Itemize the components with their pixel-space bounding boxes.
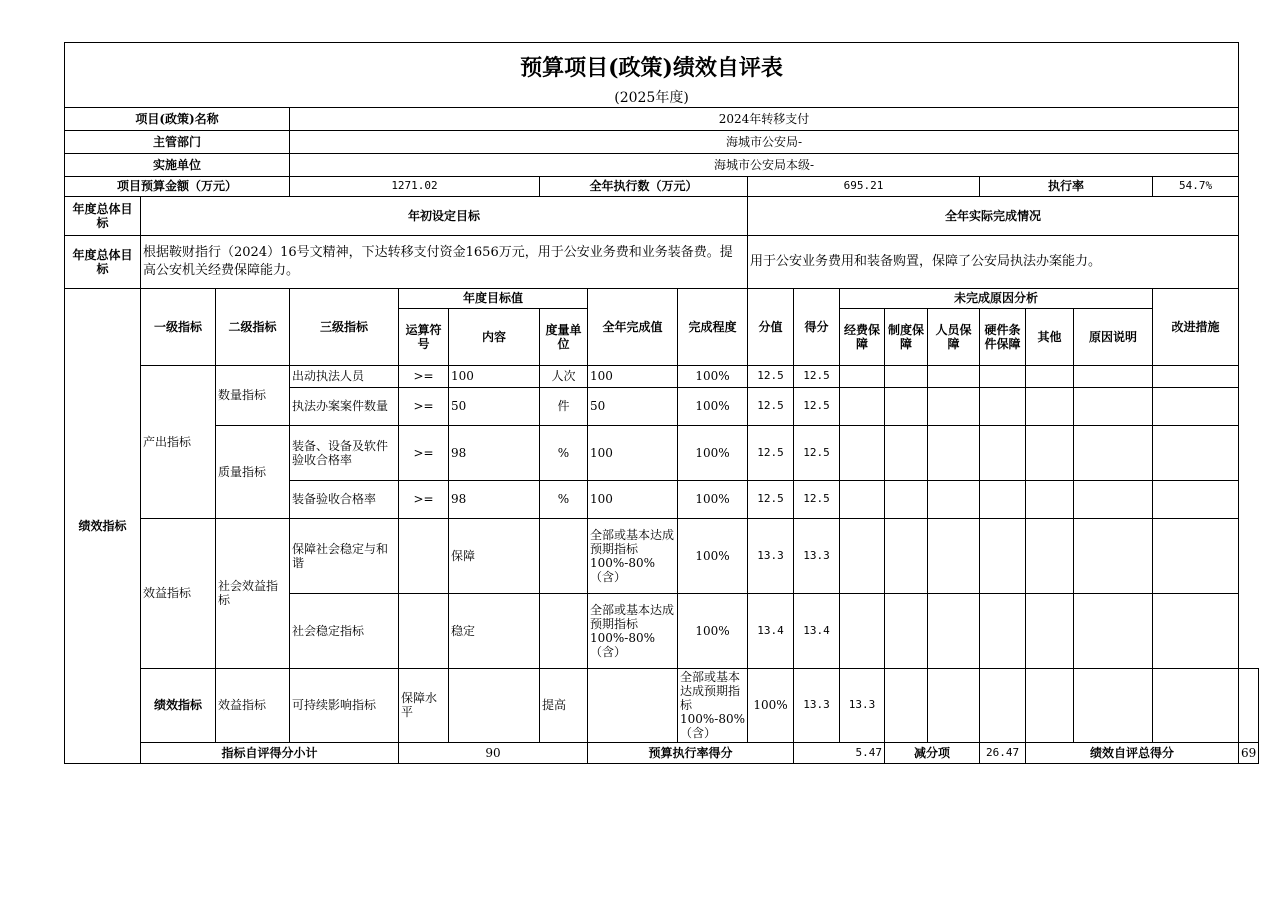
dept-label: 主管部门 — [65, 130, 290, 153]
page-title: 预算项目(政策)绩效自评表 — [520, 54, 783, 81]
header-score-max: 分值 — [748, 288, 794, 365]
row-degree: 100% — [678, 365, 748, 387]
header-unit: 度量单位 — [540, 308, 588, 365]
year-label: (2025年度) — [65, 89, 1239, 108]
evaluation-sheet — [64, 42, 1259, 764]
row-max: 13.3 — [794, 668, 840, 742]
subtotal-label: 指标自评得分小计 — [141, 742, 399, 763]
exec-value: 695.21 — [748, 176, 980, 196]
row-content: 98 — [449, 480, 540, 518]
row-score: 12.5 — [794, 365, 840, 387]
budget-value: 1271.02 — [290, 176, 540, 196]
row-unit: 人次 — [540, 365, 588, 387]
header-lvl2: 二级指标 — [216, 288, 290, 365]
deduct-value: 26.47 — [980, 742, 1026, 763]
row-actual: 100 — [588, 365, 678, 387]
row-max: 12.5 — [748, 480, 794, 518]
row-degree: 100% — [678, 593, 748, 668]
unit-label: 实施单位 — [65, 153, 290, 176]
row-degree: 100% — [678, 387, 748, 425]
row-unit: 件 — [540, 387, 588, 425]
row-content: 50 — [449, 387, 540, 425]
row-max: 12.5 — [748, 425, 794, 480]
row-name: 装备、设备及软件验收合格率 — [290, 425, 399, 480]
row-content: 提高 — [540, 668, 588, 742]
row-unit — [588, 668, 678, 742]
budget-label: 项目预算金额（万元） — [65, 176, 290, 196]
group-quantity: 数量指标 — [216, 365, 290, 425]
goals-actual-header: 全年实际完成情况 — [748, 196, 1239, 235]
row-name: 保障水平 — [399, 668, 449, 742]
header-actual: 全年完成值 — [588, 288, 678, 365]
row-content: 98 — [449, 425, 540, 480]
header-degree: 完成程度 — [678, 288, 748, 365]
group-output: 产出指标 — [141, 365, 216, 518]
header-r3: 人员保障 — [928, 308, 980, 365]
header-r2: 制度保障 — [885, 308, 928, 365]
perf-label: 绩效指标 — [65, 288, 141, 763]
unit-value: 海城市公安局本级- — [290, 153, 1239, 176]
header-score: 得分 — [794, 288, 840, 365]
row-score: 12.5 — [794, 425, 840, 480]
row-op: >= — [399, 365, 449, 387]
header-content: 内容 — [449, 308, 540, 365]
row-actual: 100 — [588, 480, 678, 518]
perf-label-2: 绩效指标 — [141, 668, 216, 742]
budget-score-value: 5.47 — [794, 742, 885, 763]
row-degree: 100% — [678, 518, 748, 593]
header-lvl1: 一级指标 — [141, 288, 216, 365]
row-unit: % — [540, 425, 588, 480]
header-op: 运算符号 — [399, 308, 449, 365]
header-r4: 硬件条件保障 — [980, 308, 1026, 365]
header-r5: 其他 — [1026, 308, 1074, 365]
header-r6: 原因说明 — [1074, 308, 1153, 365]
row-op — [399, 518, 449, 593]
row-actual: 全部或基本达成预期指标100%-80%（含） — [588, 518, 678, 593]
row-op: >= — [399, 480, 449, 518]
dept-value: 海城市公安局- — [290, 130, 1239, 153]
title-cell — [65, 43, 1239, 89]
row-actual: 50 — [588, 387, 678, 425]
row-actual: 全部或基本达成预期指标100%-80%（含） — [678, 668, 748, 742]
row-name: 出动执法人员 — [290, 365, 399, 387]
row-degree: 100% — [678, 480, 748, 518]
row-max: 12.5 — [748, 365, 794, 387]
rate-label: 执行率 — [980, 176, 1153, 196]
header-improve: 改进措施 — [1153, 288, 1239, 365]
group-quality: 质量指标 — [216, 425, 290, 518]
deduct-label: 减分项 — [885, 742, 980, 763]
goals-row-label-2: 年度总体目标 — [65, 235, 141, 288]
goals-initial-text: 根据鞍财指行（2024）16号文精神，下达转移支付资金1656万元，用于公安业务费和业务装备费。提高公安机关经费保障能力。 — [141, 235, 748, 288]
header-target-group: 年度目标值 — [399, 288, 588, 308]
row-content: 稳定 — [449, 593, 540, 668]
rate-value: 54.7% — [1153, 176, 1239, 196]
goals-initial-header: 年初设定目标 — [141, 196, 748, 235]
row-unit — [540, 518, 588, 593]
header-r1: 经费保障 — [840, 308, 885, 365]
subtotal-value: 90 — [399, 742, 588, 763]
row-degree: 100% — [678, 425, 748, 480]
row-op — [399, 593, 449, 668]
table-row — [65, 365, 1259, 387]
row-op — [449, 668, 540, 742]
goals-row-label: 年度总体目标 — [65, 196, 141, 235]
group-benefit-2: 效益指标 — [216, 668, 290, 742]
row-score: 13.3 — [794, 518, 840, 593]
row-name: 保障社会稳定与和谐 — [290, 518, 399, 593]
row-actual: 全部或基本达成预期指标100%-80%（含） — [588, 593, 678, 668]
row-name: 执法办案案件数量 — [290, 387, 399, 425]
exec-label: 全年执行数（万元） — [540, 176, 748, 196]
group-benefit: 效益指标 — [141, 518, 216, 668]
row-name: 社会稳定指标 — [290, 593, 399, 668]
table-row — [65, 518, 1259, 593]
row-unit — [540, 593, 588, 668]
row-score: 12.5 — [794, 480, 840, 518]
row-degree: 100% — [748, 668, 794, 742]
row-op: >= — [399, 425, 449, 480]
group-social: 社会效益指标 — [216, 518, 290, 668]
row-score: 12.5 — [794, 387, 840, 425]
row-content: 100 — [449, 365, 540, 387]
header-lvl3: 三级指标 — [290, 288, 399, 365]
table-row — [65, 668, 1259, 742]
row-content: 保障 — [449, 518, 540, 593]
row-unit: % — [540, 480, 588, 518]
total-value: 69 — [1239, 742, 1259, 763]
group-sustain: 可持续影响指标 — [290, 668, 399, 742]
table-row — [65, 425, 1259, 480]
total-label: 绩效自评总得分 — [1026, 742, 1239, 763]
row-name: 装备验收合格率 — [290, 480, 399, 518]
project-name-label: 项目(政策)名称 — [65, 107, 290, 130]
goals-actual-text: 用于公安业务费用和装备购置，保障了公安局执法办案能力。 — [748, 235, 1239, 288]
row-score: 13.4 — [794, 593, 840, 668]
evaluation-table — [64, 42, 1259, 764]
row-score: 13.3 — [840, 668, 885, 742]
header-reason-group: 未完成原因分析 — [840, 288, 1153, 308]
row-op: >= — [399, 387, 449, 425]
project-name-value: 2024年转移支付 — [290, 107, 1239, 130]
row-max: 13.3 — [748, 518, 794, 593]
row-max: 13.4 — [748, 593, 794, 668]
row-max: 12.5 — [748, 387, 794, 425]
budget-score-label: 预算执行率得分 — [588, 742, 794, 763]
row-actual: 100 — [588, 425, 678, 480]
